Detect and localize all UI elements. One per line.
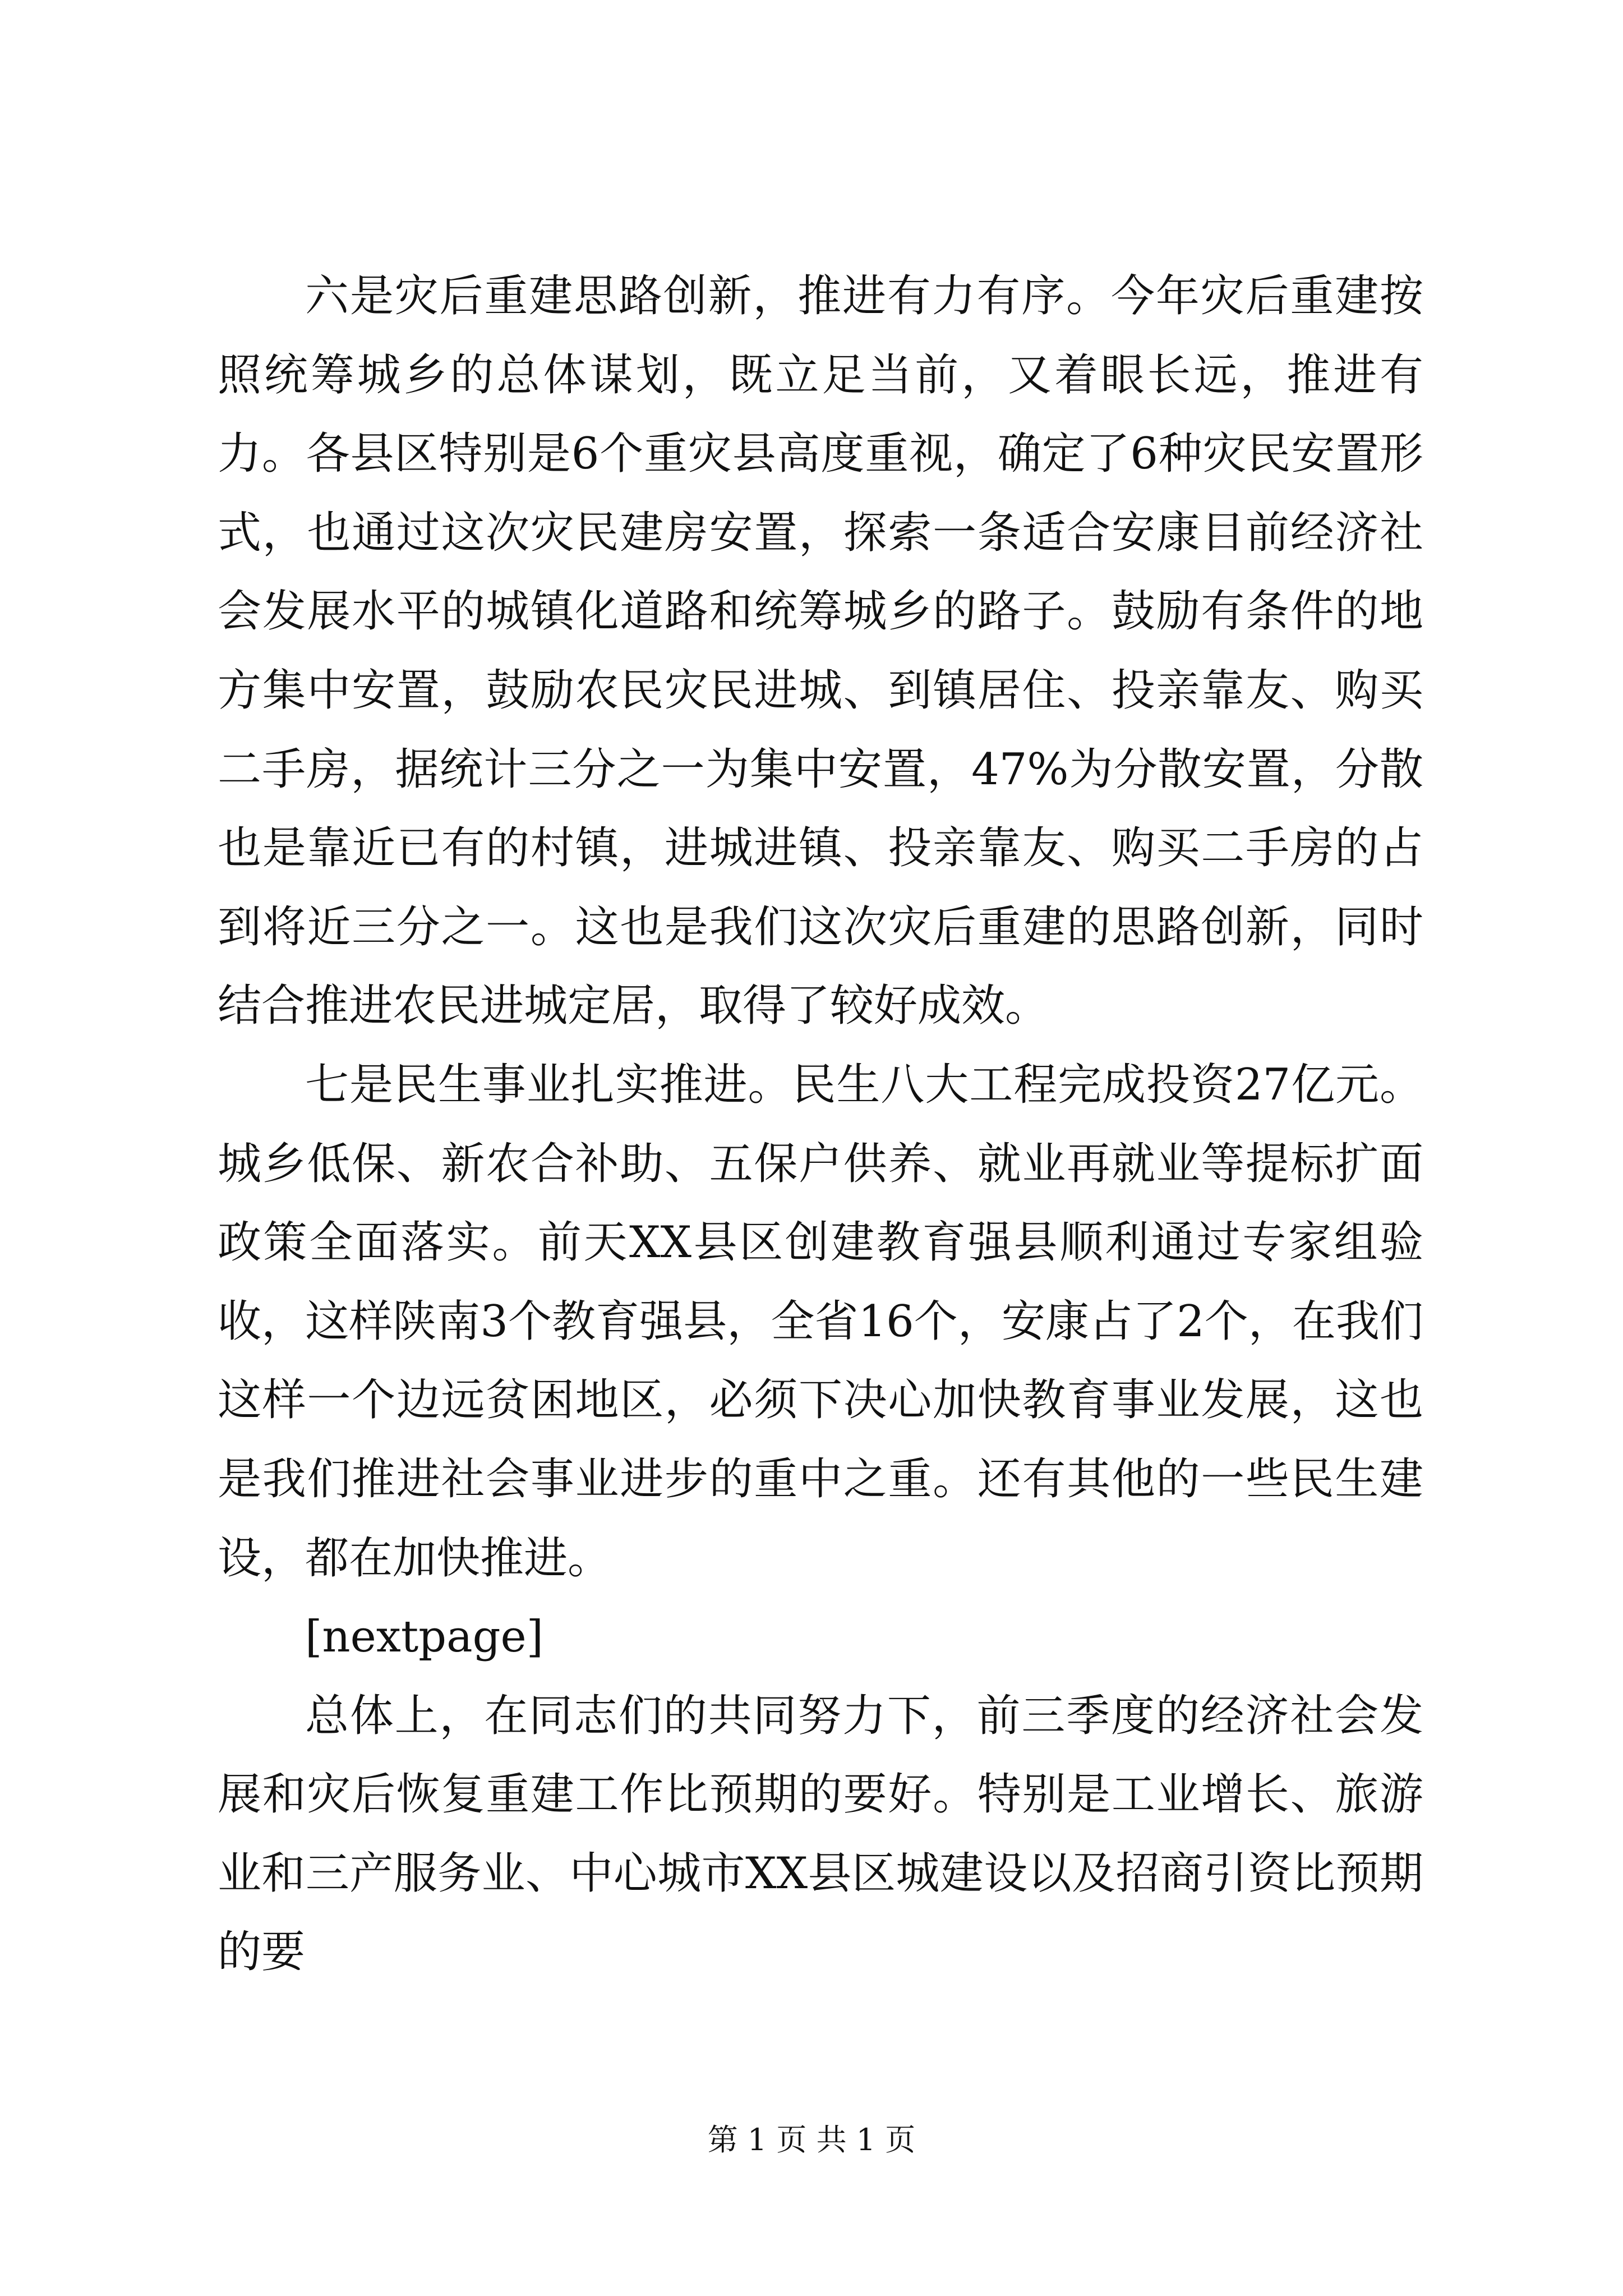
- paragraph-livelihood: 七是民生事业扎实推进。民生八大工程完成投资27亿元。城乡低保、新农合补助、五保户供养、就业再就业等提标扩面政策全面落实。前天XX县区创建教育强县顺利通过专家组验收，这样陕南3个教育强县，全省16个，安康占了2个，在我们这样一个边远贫困地区，必须下决心加快教育事业发展，这也是我们推进社会事业进步的重中之重。还有其他的一些民生建设，都在加快推进。: [218, 1059, 1423, 1584]
- paragraph-summary: 总体上，在同志们的共同努力下，前三季度的经济社会发展和灾后恢复重建工作比预期的要好。特别是工业增长、旅游业和三产服务业、中心城市XX县区城建设以及招商引资比预期的要: [218, 1690, 1423, 1978]
- document-body: [218, 257, 1423, 1992]
- paragraph-nextpage-marker: [nextpage]: [305, 1612, 544, 1663]
- page-footer: 第 1 页 共 1 页: [707, 2122, 916, 2157]
- paragraph-reconstruction: 六是灾后重建思路创新，推进有力有序。今年灾后重建按照统筹城乡的总体谋划，既立足当前，又着眼长远，推进有力。各县区特别是6个重灾县高度重视，确定了6种灾民安置形式，也通过这次灾民建房安置，探索一条适合安康目前经济社会发展水平的城镇化道路和统筹城乡的路子。鼓励有条件的地方集中安置，鼓励农民灾民进城、到镇居住、投亲靠友、购买二手房，据统计三分之一为集中安置，47%为分散安置，分散也是靠近已有的村镇，进城进镇、投亲靠友、购买二手房的占到将近三分之一。这也是我们这次灾后重建的思路创新，同时结合推进农民进城定居，取得了较好成效。: [218, 271, 1423, 1032]
